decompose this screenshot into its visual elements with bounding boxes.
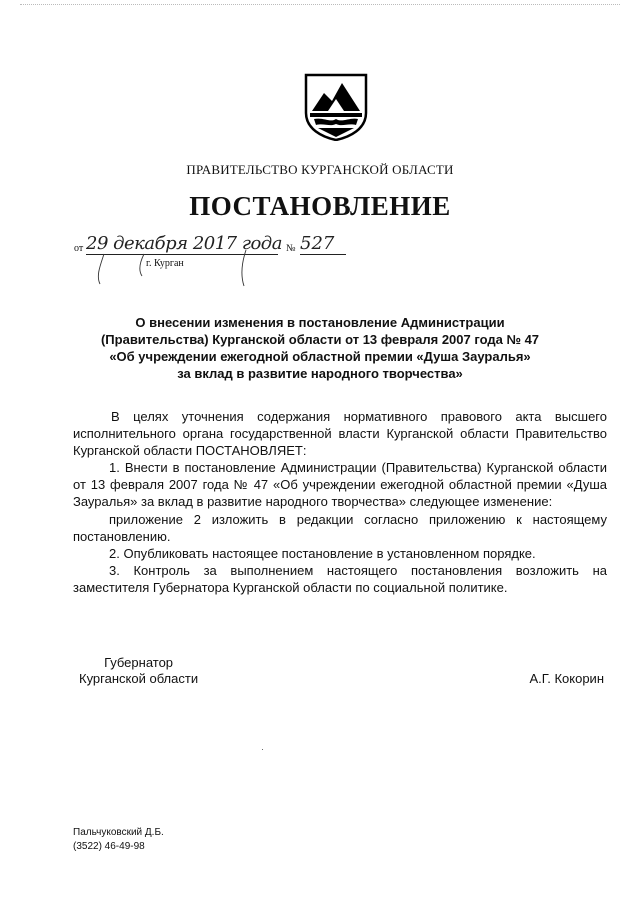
signatory-title-line: Губернатор [104,655,174,670]
clause-3-paragraph: 3. Контроль за выполнением настоящего постановления возложить на заместителя Губернатора Курганской области по социальной политике. [73,562,607,595]
subject-line: (Правительства) Курганской области от 13 февраля 2007 года № 47 [100,332,540,347]
subject-line: за вклад в развитие народного творчества» [177,366,463,381]
signatory-title [79,655,198,687]
date-number-line [74,233,344,288]
subject-line: О внесении изменения в постановление Администрации [135,315,505,330]
signatory-title-line: Курганской области [79,671,199,686]
subject-line: «Об учреждении ежегодной областной премии «Душа Зауралья» [109,349,531,364]
executor-phone: (3522) 46-49-98 [73,841,145,852]
document-type-title: ПОСТАНОВЛЕНИЕ [189,191,451,221]
executor-name: Пальчуковский Д.Б. [73,827,164,838]
clause-1-detail-paragraph: приложение 2 изложить в редакции согласно приложению к настоящему постановлению. [73,511,607,544]
handwriting-strokes [74,236,344,288]
government-name: ПРАВИТЕЛЬСТВО КУРГАНСКОЙ ОБЛАСТИ [186,162,454,177]
city-label: г. Курган [146,258,184,269]
handwritten-number: 527 [300,233,346,255]
number-prefix: № [286,243,296,254]
clause-2-paragraph: 2. Опубликовать настоящее постановление в установленном порядке. [109,545,536,561]
clause-1-paragraph: 1. Внести в постановление Администрации (Правительства) Курганской области от 13 февраля 2007 года № 47 «Об учреждении ежегодной областной премии «Душа Зауралья» за вклад в развитие народного творчества» следующее изменение: [73,460,607,510]
date-prefix: от [74,243,84,254]
decree-body [73,408,607,596]
preamble-paragraph: В целях уточнения содержания нормативного правового акта высшего исполнительного органа государственной власти Курганской области Правительство Курганской области ПОСТАНОВЛЯЕТ: [73,409,607,459]
executor-info [73,826,164,854]
handwritten-date: 29 декабря 2017 года [86,233,282,254]
signatory-name: А.Г. Кокорин [529,671,604,686]
scan-artifact-dashes [20,4,620,9]
scan-speck [262,749,263,750]
coat-of-arms-emblem-icon [304,73,368,141]
decree-subject [80,314,560,382]
